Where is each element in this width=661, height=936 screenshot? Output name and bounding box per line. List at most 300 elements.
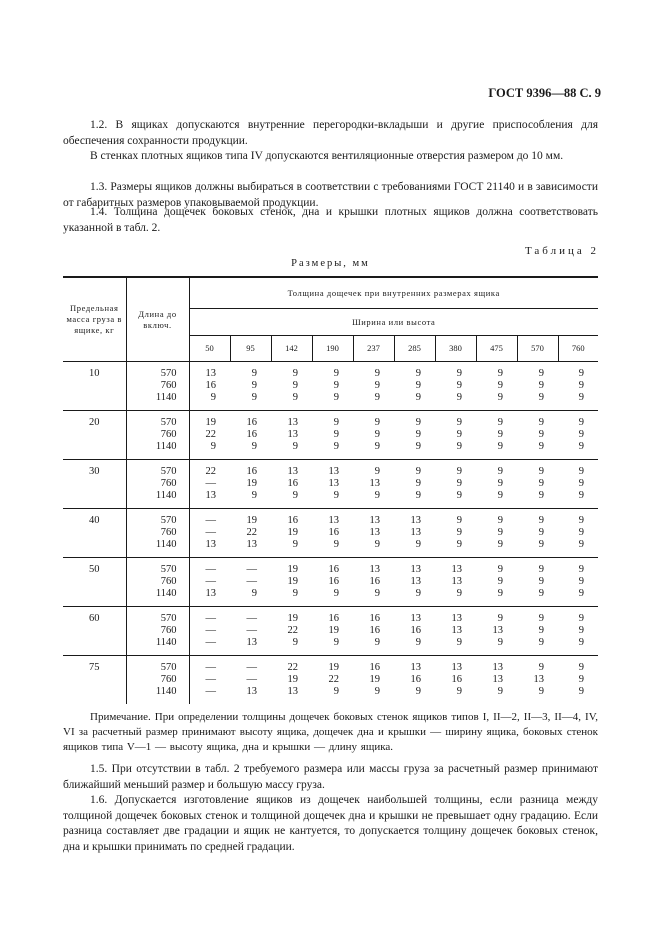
- thickness-cell: [558, 509, 598, 558]
- table-note: Примечание. При определении толщины дощечек боковых стенок ящиков типов I, II—2, II—3, II—4, IV, VI за расчетный размер принимают высоту ящика, дощечек дна и крышки — ширину ящика, боковых стенок ящиков типа V—1 — высоту ящика, дна и крышки — длину ящика.: [63, 711, 598, 753]
- thickness-value: 19: [246, 478, 257, 489]
- thickness-value: —: [205, 515, 216, 526]
- thickness-value: 9: [374, 588, 380, 599]
- length-value: 570: [160, 515, 177, 526]
- thickness-value: 9: [374, 368, 380, 379]
- thickness-value: 9: [456, 380, 462, 391]
- thickness-cell: [230, 509, 271, 558]
- length-value: 1140: [155, 392, 177, 403]
- thickness-cell: [517, 362, 558, 411]
- thickness-cell: [353, 362, 394, 411]
- thickness-value: 9: [578, 429, 584, 440]
- thickness-cell: [312, 411, 353, 460]
- header-width-value: 285: [394, 336, 435, 362]
- table-row-group: [63, 509, 598, 558]
- thickness-cell: [189, 607, 230, 656]
- thickness-value: 9: [456, 368, 462, 379]
- table-row-group: [63, 558, 598, 607]
- length-value: 570: [160, 613, 177, 624]
- header-width-value: 190: [312, 336, 353, 362]
- thickness-value: 19: [287, 564, 298, 575]
- thickness-cell: [230, 362, 271, 411]
- thickness-value: 13: [533, 674, 544, 685]
- thickness-value: 13: [205, 490, 216, 501]
- thickness-value: 9: [497, 515, 503, 526]
- table-row-group: [63, 656, 598, 705]
- paragraph-1-6: 1.6. Допускается изготовление ящиков из дощечек наибольшей толщины, если разница между толщиной дощечек боковых стенок и толщиной дощечек дна и крышки не превышает одну градацию. Если разница составляет две градации и ящик не кантуется, то допускается толщину дощечек боковых стенок, дна и крышки принимать по средней градации.: [63, 794, 598, 853]
- thickness-cell: [394, 362, 435, 411]
- length-cell: [126, 558, 189, 607]
- thickness-value: 9: [497, 392, 503, 403]
- mass-cell: 40: [63, 509, 126, 558]
- length-value: 1140: [155, 686, 177, 697]
- thickness-value: 9: [538, 380, 544, 391]
- mass-cell: 10: [89, 368, 100, 379]
- thickness-value: 9: [538, 417, 544, 428]
- thickness-value: 13: [492, 674, 503, 685]
- thickness-cell: [558, 607, 598, 656]
- paragraph-1-3: 1.3. Размеры ящиков должны выбираться в соответствии с требованиями ГОСТ 21140 и в зависимости от габаритных размеров упаковываемой продукции.: [63, 181, 598, 209]
- thickness-cell: [476, 411, 517, 460]
- thickness-value: 9: [415, 637, 421, 648]
- length-value: 570: [160, 368, 177, 379]
- thickness-cell: [394, 509, 435, 558]
- thickness-value: 9: [292, 392, 298, 403]
- thickness-cell: [435, 460, 476, 509]
- thickness-value: 9: [497, 478, 503, 489]
- thickness-value: 9: [538, 613, 544, 624]
- thickness-value: 19: [287, 674, 298, 685]
- table-row-group: [63, 607, 598, 656]
- thickness-value: 16: [328, 613, 339, 624]
- mass-cell: 20: [63, 411, 126, 460]
- thickness-value: 9: [374, 417, 380, 428]
- length-cell: [126, 656, 189, 705]
- thickness-cell: [353, 558, 394, 607]
- thickness-cell: [517, 509, 558, 558]
- thickness-value: 16: [205, 380, 216, 391]
- thickness-value: 13: [328, 515, 339, 526]
- thickness-cell: [394, 656, 435, 705]
- mass-cell: 50: [63, 558, 126, 607]
- thickness-cell: [189, 411, 230, 460]
- length-cell: [126, 362, 189, 411]
- thickness-value: 9: [578, 637, 584, 648]
- thickness-value: 9: [497, 539, 503, 550]
- thickness-value: 13: [328, 466, 339, 477]
- thickness-value: 19: [287, 576, 298, 587]
- thickness-value: 9: [538, 368, 544, 379]
- thickness-cell: [476, 460, 517, 509]
- thickness-value: 9: [578, 686, 584, 697]
- paragraph-1-2: 1.2. В ящиках допускаются внутренние перегородки-вкладыши и другие приспособления для обеспечения сохранности продукции.: [63, 119, 598, 147]
- thickness-cell: [394, 607, 435, 656]
- thickness-value: —: [205, 564, 216, 575]
- thickness-value: —: [246, 576, 257, 587]
- thickness-cell: [558, 362, 598, 411]
- length-cell: [126, 607, 189, 656]
- thickness-value: 9: [415, 539, 421, 550]
- thickness-value: 13: [410, 515, 421, 526]
- thickness-value: 9: [456, 686, 462, 697]
- header-width-value: 95: [230, 336, 271, 362]
- thickness-cell: [189, 362, 230, 411]
- thickness-value: 13: [410, 662, 421, 673]
- length-cell: [126, 411, 189, 460]
- thickness-value: 13: [205, 539, 216, 550]
- thickness-cell: [435, 509, 476, 558]
- thickness-value: 9: [456, 466, 462, 477]
- paragraph-1-5: 1.5. При отсутствии в табл. 2 требуемого размера или массы груза за расчетный размер принимают ближайший меньший размер и большую массу груза.: [63, 763, 598, 791]
- thickness-value: 16: [369, 576, 380, 587]
- thickness-value: 9: [374, 686, 380, 697]
- dimensions-label: Размеры, мм: [291, 258, 370, 269]
- thickness-value: 16: [369, 613, 380, 624]
- mass-cell: 30: [63, 460, 126, 509]
- thickness-cell: [189, 460, 230, 509]
- thickness-cell: [517, 607, 558, 656]
- thickness-value: 16: [451, 674, 462, 685]
- thickness-value: —: [246, 674, 257, 685]
- thickness-value: 13: [451, 625, 462, 636]
- thickness-value: 9: [578, 392, 584, 403]
- thickness-value: 9: [578, 662, 584, 673]
- length-value: 760: [160, 625, 177, 636]
- thickness-value: 13: [246, 686, 257, 697]
- thickness-cell: [394, 460, 435, 509]
- thickness-value: 9: [251, 441, 257, 452]
- thickness-value: —: [246, 662, 257, 673]
- thickness-value: 16: [369, 662, 380, 673]
- header-width-value: 380: [435, 336, 476, 362]
- thickness-cell: [312, 509, 353, 558]
- thickness-value: 9: [210, 392, 216, 403]
- thickness-value: 9: [415, 368, 421, 379]
- thickness-value: 16: [246, 466, 257, 477]
- thickness-value: 9: [415, 588, 421, 599]
- thickness-value: 13: [246, 539, 257, 550]
- thickness-value: 9: [374, 637, 380, 648]
- header-mass: Предельная масса груза в ящике, кг: [63, 277, 126, 362]
- thickness-value: 16: [287, 478, 298, 489]
- thickness-value: 9: [374, 441, 380, 452]
- thickness-value: 13: [410, 576, 421, 587]
- length-value: 570: [160, 466, 177, 477]
- thickness-value: 19: [246, 515, 257, 526]
- thickness-value: 13: [451, 576, 462, 587]
- thickness-value: 9: [538, 564, 544, 575]
- thickness-value: 19: [328, 625, 339, 636]
- thickness-value: 9: [374, 466, 380, 477]
- thickness-value: 9: [578, 613, 584, 624]
- table-row-group: [63, 411, 598, 460]
- thickness-value: 9: [578, 466, 584, 477]
- thickness-value: 19: [328, 662, 339, 673]
- thickness-cell: [394, 411, 435, 460]
- thickness-cell: [312, 558, 353, 607]
- thickness-cell: [271, 656, 312, 705]
- length-cell: [126, 509, 189, 558]
- thickness-value: 13: [492, 625, 503, 636]
- thickness-value: 9: [333, 441, 339, 452]
- thickness-value: —: [205, 576, 216, 587]
- thickness-value: 9: [333, 539, 339, 550]
- thickness-value: 9: [578, 588, 584, 599]
- thickness-value: 9: [497, 564, 503, 575]
- thickness-value: 9: [497, 441, 503, 452]
- thickness-cell: [435, 558, 476, 607]
- thickness-value: 9: [456, 539, 462, 550]
- thickness-value: 9: [456, 515, 462, 526]
- thickness-value: 9: [497, 417, 503, 428]
- thickness-value: 9: [251, 392, 257, 403]
- table-row-group: [63, 362, 598, 411]
- thickness-value: 9: [333, 686, 339, 697]
- thickness-value: 9: [292, 380, 298, 391]
- thickness-value: 9: [415, 429, 421, 440]
- thickness-value: 13: [205, 588, 216, 599]
- mass-cell: 75: [63, 656, 126, 705]
- thickness-value: 9: [251, 588, 257, 599]
- length-value: 760: [160, 380, 177, 391]
- header-width: Ширина или высота: [189, 309, 598, 336]
- thickness-value: 9: [456, 441, 462, 452]
- thickness-table: [63, 276, 598, 704]
- thickness-cell: [230, 411, 271, 460]
- thickness-value: 9: [415, 490, 421, 501]
- thickness-value: 9: [497, 368, 503, 379]
- thickness-cell: [558, 558, 598, 607]
- length-value: 1140: [155, 490, 177, 501]
- thickness-value: 19: [287, 527, 298, 538]
- thickness-value: 9: [415, 392, 421, 403]
- page-header: ГОСТ 9396—88 С. 9: [488, 86, 601, 100]
- thickness-cell: [394, 558, 435, 607]
- thickness-value: 9: [538, 625, 544, 636]
- thickness-value: 9: [333, 417, 339, 428]
- thickness-cell: [517, 558, 558, 607]
- thickness-value: 13: [369, 527, 380, 538]
- thickness-value: 9: [333, 392, 339, 403]
- thickness-value: 13: [451, 564, 462, 575]
- thickness-cell: [435, 656, 476, 705]
- thickness-value: 16: [287, 515, 298, 526]
- thickness-value: 9: [333, 429, 339, 440]
- thickness-value: 9: [374, 539, 380, 550]
- thickness-cell: [558, 656, 598, 705]
- length-value: 570: [160, 417, 177, 428]
- thickness-value: 13: [287, 429, 298, 440]
- thickness-value: 16: [328, 576, 339, 587]
- thickness-value: 9: [415, 441, 421, 452]
- thickness-cell: [189, 656, 230, 705]
- thickness-value: 9: [456, 392, 462, 403]
- thickness-value: 9: [251, 490, 257, 501]
- thickness-value: 22: [287, 662, 298, 673]
- mass-cell: 60: [63, 607, 126, 656]
- thickness-value: 9: [456, 478, 462, 489]
- thickness-value: 9: [538, 490, 544, 501]
- thickness-cell: [230, 558, 271, 607]
- thickness-value: 9: [538, 466, 544, 477]
- thickness-value: 9: [292, 588, 298, 599]
- thickness-cell: [312, 607, 353, 656]
- thickness-value: 13: [451, 613, 462, 624]
- thickness-value: 13: [328, 478, 339, 489]
- thickness-value: 9: [578, 515, 584, 526]
- thickness-value: 13: [287, 466, 298, 477]
- thickness-cell: [230, 656, 271, 705]
- thickness-cell: [189, 558, 230, 607]
- thickness-value: 9: [497, 490, 503, 501]
- length-value: 760: [160, 576, 177, 587]
- table-label: Таблица 2: [524, 245, 599, 257]
- thickness-cell: [271, 411, 312, 460]
- length-value: 570: [160, 564, 177, 575]
- thickness-value: 16: [410, 625, 421, 636]
- header-width-value: 760: [558, 336, 598, 362]
- thickness-value: 9: [538, 515, 544, 526]
- thickness-value: —: [205, 625, 216, 636]
- thickness-value: 9: [538, 527, 544, 538]
- thickness-value: 9: [538, 441, 544, 452]
- thickness-cell: [476, 509, 517, 558]
- thickness-value: 9: [538, 637, 544, 648]
- thickness-value: 9: [251, 368, 257, 379]
- thickness-value: 9: [292, 490, 298, 501]
- thickness-value: 9: [497, 588, 503, 599]
- thickness-value: 9: [415, 380, 421, 391]
- thickness-value: 9: [538, 686, 544, 697]
- thickness-value: 19: [287, 613, 298, 624]
- thickness-cell: [353, 656, 394, 705]
- header-width-value: 142: [271, 336, 312, 362]
- thickness-value: 9: [578, 368, 584, 379]
- thickness-value: 9: [578, 478, 584, 489]
- thickness-value: 9: [497, 380, 503, 391]
- header-width-value: 237: [353, 336, 394, 362]
- length-value: 760: [160, 674, 177, 685]
- thickness-value: 9: [415, 417, 421, 428]
- thickness-value: —: [205, 613, 216, 624]
- thickness-cell: [517, 460, 558, 509]
- thickness-value: 16: [369, 625, 380, 636]
- thickness-cell: [476, 558, 517, 607]
- thickness-cell: [517, 411, 558, 460]
- thickness-value: 9: [292, 368, 298, 379]
- thickness-value: 9: [497, 613, 503, 624]
- thickness-value: 13: [410, 564, 421, 575]
- thickness-cell: [517, 656, 558, 705]
- header-width-value: 475: [476, 336, 517, 362]
- thickness-value: —: [246, 564, 257, 575]
- thickness-value: 16: [328, 527, 339, 538]
- thickness-cell: [353, 607, 394, 656]
- thickness-value: 13: [246, 637, 257, 648]
- thickness-value: 9: [456, 637, 462, 648]
- thickness-cell: [230, 607, 271, 656]
- thickness-value: 9: [538, 662, 544, 673]
- thickness-value: 9: [415, 478, 421, 489]
- thickness-value: 9: [578, 674, 584, 685]
- thickness-value: 22: [287, 625, 298, 636]
- table-row-group: [63, 460, 598, 509]
- thickness-value: 9: [497, 527, 503, 538]
- thickness-value: 9: [333, 588, 339, 599]
- header-thickness: Толщина дощечек при внутренних размерах ящика: [189, 277, 598, 309]
- thickness-value: 9: [497, 576, 503, 587]
- thickness-value: 9: [538, 429, 544, 440]
- thickness-value: 9: [497, 686, 503, 697]
- thickness-value: 9: [374, 429, 380, 440]
- thickness-value: 22: [205, 466, 216, 477]
- thickness-cell: [312, 460, 353, 509]
- thickness-cell: [353, 411, 394, 460]
- thickness-cell: [558, 460, 598, 509]
- thickness-cell: [558, 411, 598, 460]
- thickness-value: 13: [369, 478, 380, 489]
- thickness-value: 9: [497, 637, 503, 648]
- thickness-value: 13: [369, 515, 380, 526]
- thickness-value: 16: [246, 429, 257, 440]
- thickness-value: 22: [328, 674, 339, 685]
- thickness-value: 9: [333, 380, 339, 391]
- thickness-cell: [476, 362, 517, 411]
- length-value: 1140: [155, 588, 177, 599]
- length-value: 570: [160, 662, 177, 673]
- paragraph-vent: В стенках плотных ящиков типа IV допускаются вентиляционные отверстия размером до 10 мм.: [90, 150, 564, 162]
- thickness-cell: [271, 509, 312, 558]
- thickness-cell: [353, 460, 394, 509]
- thickness-value: 9: [538, 539, 544, 550]
- thickness-value: 9: [210, 441, 216, 452]
- thickness-cell: [271, 460, 312, 509]
- thickness-value: 13: [205, 368, 216, 379]
- thickness-value: 13: [287, 417, 298, 428]
- thickness-value: 9: [456, 588, 462, 599]
- thickness-value: 9: [292, 441, 298, 452]
- thickness-value: 9: [578, 380, 584, 391]
- thickness-value: 9: [374, 490, 380, 501]
- thickness-cell: [312, 362, 353, 411]
- thickness-cell: [271, 362, 312, 411]
- thickness-cell: [271, 607, 312, 656]
- thickness-value: 22: [205, 429, 216, 440]
- thickness-value: —: [205, 527, 216, 538]
- thickness-value: 9: [538, 392, 544, 403]
- thickness-cell: [271, 558, 312, 607]
- thickness-value: 9: [578, 564, 584, 575]
- thickness-value: 16: [328, 564, 339, 575]
- length-value: 1140: [155, 539, 177, 550]
- thickness-value: 9: [578, 441, 584, 452]
- thickness-value: 9: [497, 466, 503, 477]
- header-width-value: 50: [189, 336, 230, 362]
- thickness-value: 9: [292, 539, 298, 550]
- thickness-cell: [189, 509, 230, 558]
- thickness-cell: [312, 656, 353, 705]
- length-value: 760: [160, 429, 177, 440]
- paragraph-1-4: 1.4. Толщина дощечек боковых стенок, дна и крышки плотных ящиков должна соответствовать указанной в табл. 2.: [63, 206, 598, 234]
- thickness-value: —: [246, 613, 257, 624]
- thickness-cell: [476, 656, 517, 705]
- header-length: Длина до включ.: [126, 277, 189, 362]
- thickness-value: 13: [492, 662, 503, 673]
- thickness-value: —: [205, 686, 216, 697]
- thickness-value: 19: [205, 417, 216, 428]
- thickness-value: 9: [251, 380, 257, 391]
- thickness-value: —: [205, 478, 216, 489]
